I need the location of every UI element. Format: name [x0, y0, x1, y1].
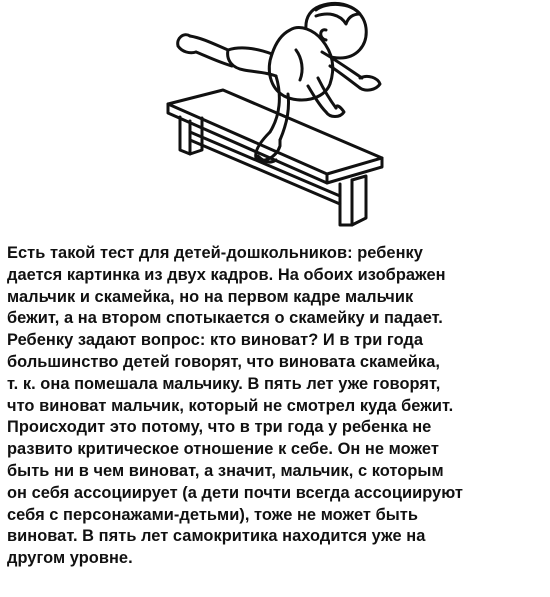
boy-tripping-over-bench-icon	[0, 0, 550, 240]
text-line: он себя ассоциирует (а дети почти всегда ассоциируют	[7, 483, 463, 502]
text-line: другом уровне.	[7, 549, 133, 568]
text-line: дается картинка из двух кадров. На обоих изображен	[7, 265, 446, 284]
text-line: развито критическое отношение к себе. Он не может	[7, 440, 439, 459]
text-line: большинство детей говорят, что виновата скамейка,	[7, 352, 440, 371]
text-line: мальчик и скамейка, но на первом кадре мальчик	[7, 287, 414, 306]
text-line: Происходит это потому, что в три года у ребенка не	[7, 418, 432, 437]
text-line: быть ни в чем виноват, а значит, мальчик, с которым	[7, 461, 444, 480]
story-text	[7, 243, 545, 570]
text-line: бежит, а на втором спотыкается о скамейку и падает.	[7, 309, 443, 328]
text-line: Есть такой тест для детей-дошкольников: ребенку	[7, 244, 423, 262]
text-line: что виноват мальчик, который не смотрел куда бежит.	[7, 396, 454, 415]
text-line: Ребенку задают вопрос: кто виноват? И в три года	[7, 331, 424, 350]
text-line: т. к. она помешала мальчику. В пять лет уже говорят,	[7, 374, 441, 393]
text-line: виноват. В пять лет самокритика находится уже на	[7, 527, 426, 546]
text-line: себя с персонажами-детьми), тоже не может быть	[7, 505, 419, 524]
boy-bench-illustration	[0, 0, 550, 240]
